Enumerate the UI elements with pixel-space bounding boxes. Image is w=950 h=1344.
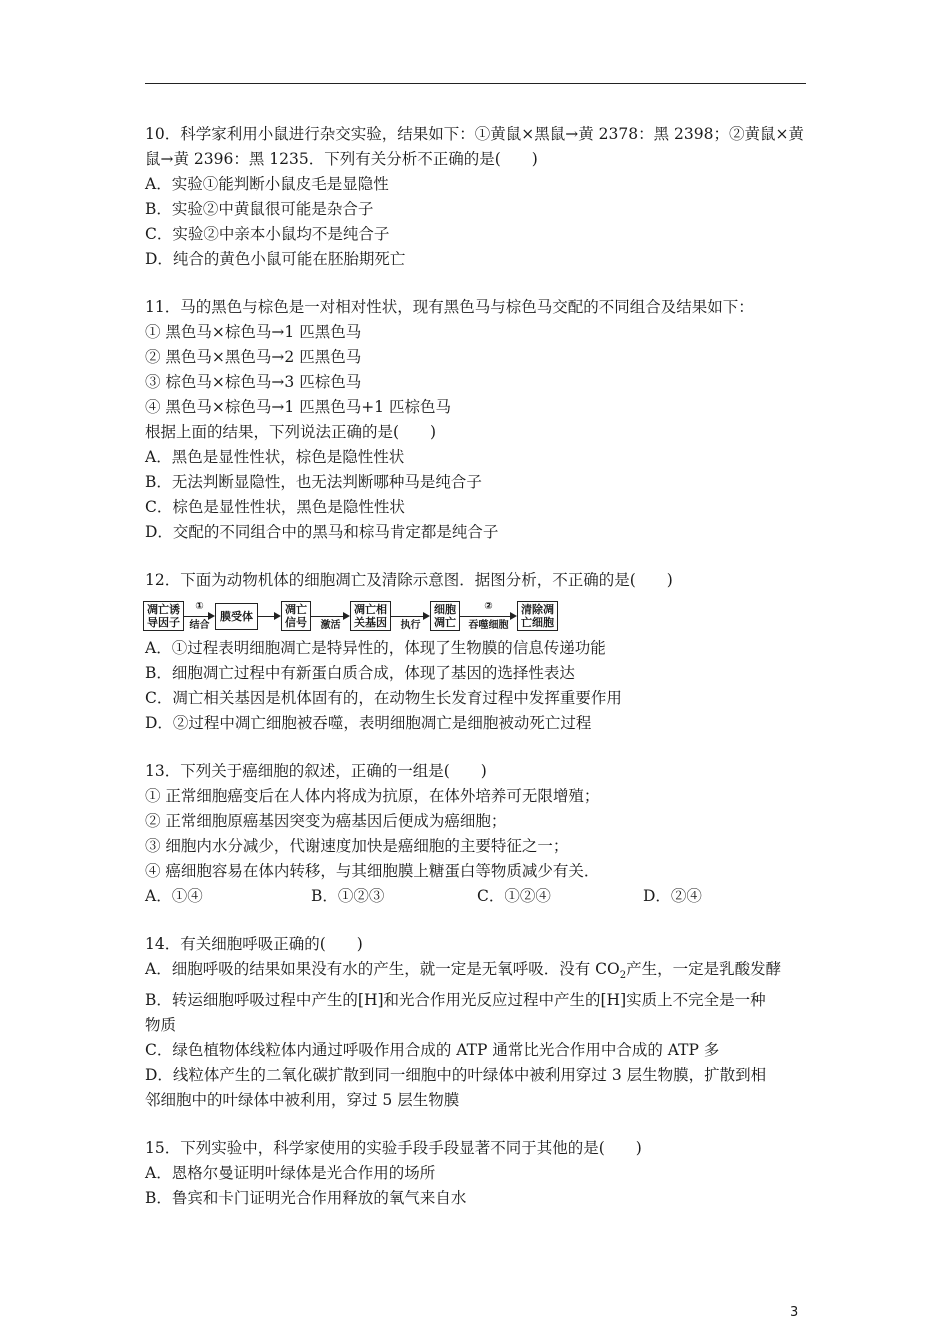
arrow-label-bottom: 吞噬细胞 (468, 620, 509, 631)
q13-option-d: D．②④ (643, 887, 702, 905)
q13-option-b: B．①②③ (311, 887, 385, 905)
q11-stem: 11．马的黑色与棕色是一对相对性状，现有黑色马与棕色马交配的不同组合及结果如下： (145, 298, 754, 316)
arrow-label-bottom: 结合 (189, 620, 210, 631)
box-text: 信号 (285, 616, 307, 629)
q12-option-b: B．细胞凋亡过程中有新蛋白质合成，体现了基因的选择性表达 (145, 664, 575, 682)
q10-option-b: B．实验②中黄鼠很可能是杂合子 (145, 200, 374, 218)
q15-stem: 15．下列实验中，科学家使用的实验手段手段显著不同于其他的是( ) (145, 1139, 642, 1158)
q14-option-b-line2: 物质 (145, 1016, 177, 1035)
arrow-shaft (258, 612, 281, 620)
arrow-shaft (311, 612, 350, 620)
arrow-line (258, 616, 274, 617)
arrow-line (184, 616, 208, 617)
box-text: 亡细胞 (521, 616, 554, 629)
arrow-activate (311, 601, 350, 631)
box-apoptosis-inducer (143, 601, 184, 631)
q11-ask: 根据上面的结果，下列说法正确的是( ) (145, 423, 437, 441)
q13-statement-3: ③ 细胞内水分减少，代谢速度加快是癌细胞的主要特征之一； (145, 837, 569, 855)
arrow-head-icon (423, 612, 430, 620)
q12-stem: 12．下面为动物机体的细胞凋亡及清除示意图．据图分析，不正确的是( ) (145, 571, 673, 589)
q15-option-b: B．鲁宾和卡门证明光合作用释放的氧气来自水 (145, 1189, 467, 1208)
q15-option-a: A．恩格尔曼证明叶绿体是光合作用的场所 (145, 1164, 436, 1183)
q14-option-d-line1: D．线粒体产生的二氧化碳扩散到同一细胞中的叶绿体中被利用穿过 3 层生物膜，扩散到相 (145, 1066, 767, 1085)
arrow-head-icon (274, 612, 281, 620)
page-content (145, 122, 810, 1234)
arrow-plain (258, 601, 281, 631)
box-text: 导因子 (147, 616, 180, 629)
box-apoptosis-signal (281, 601, 311, 631)
box-apoptosis-genes (350, 601, 391, 631)
arrow-head-icon (208, 612, 215, 620)
arrow-head-icon (510, 612, 517, 620)
box-text: 凋亡相 (354, 603, 387, 616)
q13-option-c: C．①②④ (477, 887, 551, 905)
q11-cross-2: ② 黑色马×黑色马→2 匹黑色马 (145, 348, 362, 366)
q11-option-a: A．黑色是显性性状，棕色是隐性性状 (145, 448, 405, 466)
q13-stem: 13．下列关于癌细胞的叙述，正确的一组是( ) (145, 762, 487, 780)
box-cell-apoptosis (430, 601, 460, 631)
arrow-binding (184, 601, 215, 631)
apoptosis-flow-diagram (143, 596, 810, 636)
question-14 (145, 932, 810, 1113)
q14-option-d-line2: 邻细胞中的叶绿体中被利用，穿过 5 层生物膜 (145, 1091, 460, 1110)
question-10 (145, 122, 810, 272)
q13-statement-2: ② 正常细胞原癌基因突变为癌基因后便成为癌细胞； (145, 812, 507, 830)
q14-stem: 14．有关细胞呼吸正确的( ) (145, 935, 363, 953)
question-11 (145, 295, 810, 545)
arrow-label-top: ① (195, 601, 204, 612)
q11-cross-4: ④ 黑色马×棕色马→1 匹黑色马+1 匹棕色马 (145, 398, 451, 416)
box-clear-apoptotic-cells (517, 601, 558, 631)
box-text: 关基因 (354, 616, 387, 629)
q14-option-c: C．绿色植物体线粒体内通过呼吸作用合成的 ATP 通常比光合作用中合成的 ATP 多 (145, 1041, 720, 1060)
box-text: 细胞 (434, 603, 456, 616)
arrow-execute (391, 601, 430, 631)
q11-option-d: D．交配的不同组合中的黑马和棕马肯定都是纯合子 (145, 523, 499, 541)
q10-stem-line2: 鼠→黄 2396：黑 1235．下列有关分析不正确的是( ) (145, 150, 538, 168)
arrow-label-top: ② (484, 601, 493, 612)
box-text: 凋亡 (285, 603, 307, 616)
arrow-phagocyte (460, 601, 517, 631)
q10-stem-line1: 10．科学家利用小鼠进行杂交实验，结果如下：①黄鼠×黑鼠→黄 2378：黑 2398；②黄鼠×黄 (145, 125, 804, 143)
q14-option-b-line1: B．转运细胞呼吸过程中产生的[H]和光合作用光反应过程中产生的[H]实质上不完全是一种 (145, 991, 766, 1010)
arrow-line (391, 616, 423, 617)
question-12 (145, 568, 810, 736)
q14-option-a (145, 957, 810, 988)
arrow-head-icon (343, 612, 350, 620)
q13-statement-4: ④ 癌细胞容易在体内转移，与其细胞膜上糖蛋白等物质减少有关． (145, 862, 600, 880)
q11-cross-3: ③ 棕色马×棕色马→3 匹棕色马 (145, 373, 362, 391)
box-text: 膜受体 (220, 609, 253, 623)
q14-option-a-subscript: 2 (619, 970, 627, 982)
q11-cross-1: ① 黑色马×棕色马→1 匹黑色马 (145, 323, 362, 341)
arrow-shaft (460, 612, 517, 620)
arrow-line (460, 616, 510, 617)
q11-option-c: C．棕色是显性性状，黑色是隐性性状 (145, 498, 405, 516)
q12-option-a: A．①过程表明细胞凋亡是特异性的，体现了生物膜的信息传递功能 (145, 639, 606, 657)
q10-option-c: C．实验②中亲本小鼠均不是纯合子 (145, 225, 390, 243)
q13-option-a: A．①④ (145, 887, 203, 905)
box-text: 凋亡诱 (147, 603, 180, 616)
question-13 (145, 759, 810, 909)
q10-option-a: A．实验①能判断小鼠皮毛是显隐性 (145, 175, 389, 193)
box-text: 清除凋 (521, 603, 554, 616)
arrow-label-bottom: 执行 (400, 620, 421, 631)
q11-option-b: B．无法判断显隐性，也无法判断哪种马是纯合子 (145, 473, 482, 491)
q13-statement-1: ① 正常细胞癌变后在人体内将成为抗原，在体外培养可无限增殖； (145, 787, 600, 805)
q12-option-d: D．②过程中凋亡细胞被吞噬，表明细胞凋亡是细胞被动死亡过程 (145, 714, 592, 732)
q12-option-c: C．凋亡相关基因是机体固有的，在动物生长发育过程中发挥重要作用 (145, 689, 622, 707)
arrow-label-bottom: 激活 (320, 620, 341, 631)
box-membrane-receptor (215, 603, 258, 630)
q14-option-a-pre: A．细胞呼吸的结果如果没有水的产生，就一定是无氧呼吸．没有 CO (145, 960, 620, 978)
header-rule (145, 83, 806, 84)
arrow-shaft (184, 612, 215, 620)
arrow-shaft (391, 612, 430, 620)
q13-options-row (145, 884, 810, 909)
arrow-line (311, 616, 343, 617)
q14-option-a-post: 产生，一定是乳酸发酵 (626, 960, 782, 978)
page-number: 3 (790, 1305, 799, 1320)
q10-option-d: D．纯合的黄色小鼠可能在胚胎期死亡 (145, 250, 406, 268)
box-text: 凋亡 (434, 616, 456, 629)
question-15 (145, 1136, 810, 1211)
